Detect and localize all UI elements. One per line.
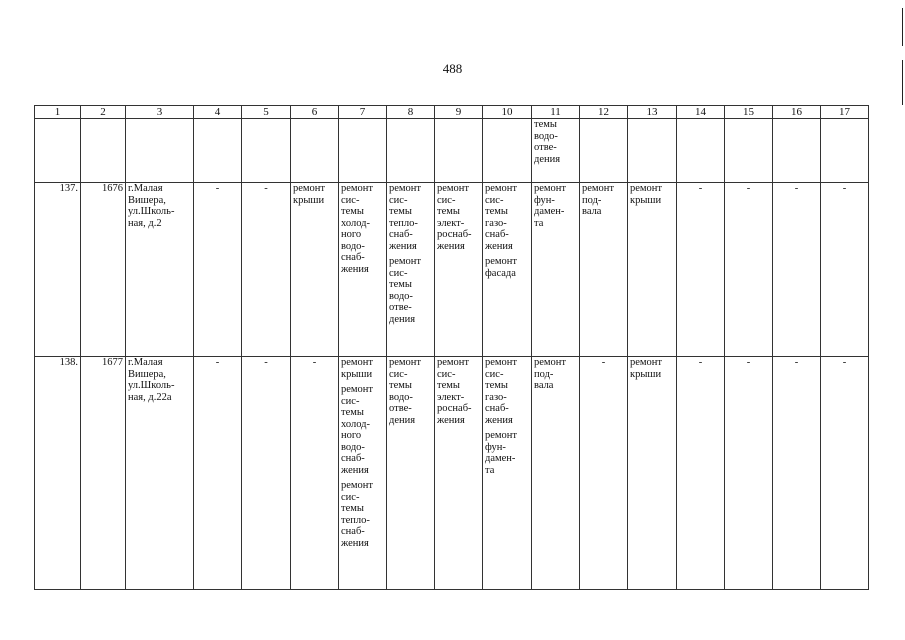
dash-cell: - (194, 357, 242, 590)
dash-cell: - (821, 357, 869, 590)
cell-line: та (534, 217, 544, 229)
cell-line: ного (341, 229, 362, 240)
object-code: 1677 (81, 357, 126, 590)
cell-line: жения (341, 263, 369, 275)
cell-line: темы (341, 206, 364, 217)
table-cell (725, 119, 773, 183)
cell-line: водо- (341, 240, 365, 252)
cell-line: сис- (341, 194, 360, 206)
column-header: 4 (194, 106, 242, 119)
cell-line: сис- (485, 368, 504, 380)
dash-cell: - (773, 357, 821, 590)
cell-line: жения (341, 537, 369, 549)
cell-line: Вишера, (128, 368, 166, 380)
cell-line: вала (534, 380, 554, 391)
table-cell (387, 119, 435, 183)
cell-line: сис- (437, 194, 456, 206)
cell-line: ремонт (389, 357, 422, 368)
cell-line: фун- (485, 441, 506, 453)
work-cell (291, 183, 339, 357)
table-cell (821, 119, 869, 183)
cell-line: ремонт (485, 183, 518, 194)
cell-line: водо- (341, 441, 365, 453)
cell-line: ремонт (582, 183, 615, 194)
cell-line: ул.Школь- (128, 206, 175, 217)
work-entry (341, 480, 384, 549)
table-cell (339, 119, 387, 183)
cell-line: сис- (389, 368, 408, 380)
table-cell (580, 119, 628, 183)
cell-line: Вишера, (128, 194, 166, 206)
cell-line: темы (341, 503, 364, 514)
cell-line: водо- (389, 290, 413, 302)
cell-line: ремонт (341, 480, 374, 491)
cell-line: темы (389, 279, 412, 290)
scan-edge-mark (902, 8, 903, 46)
column-header: 11 (532, 106, 580, 119)
work-cell (387, 183, 435, 357)
work-entry (341, 384, 384, 476)
table-cell (628, 119, 677, 183)
work-cell (435, 183, 483, 357)
work-cell (628, 357, 677, 590)
column-header: 14 (677, 106, 725, 119)
cell-line: газо- (485, 391, 507, 403)
cell-line: ремонт (389, 256, 422, 267)
column-header: 17 (821, 106, 869, 119)
cell-line: ремонт (341, 384, 374, 395)
work-entry (341, 183, 384, 275)
dash-cell: - (677, 357, 725, 590)
work-entry (389, 183, 432, 252)
column-header: 7 (339, 106, 387, 119)
cell-line: г.Малая (128, 183, 163, 194)
row-number: 138. (35, 357, 81, 590)
cell-line: элект- (437, 391, 465, 403)
cell-line: дения (389, 414, 416, 426)
dash-cell: - (291, 357, 339, 590)
cell-line: элект- (437, 217, 465, 229)
cell-line: крыши (630, 194, 662, 206)
dash-cell: - (580, 357, 628, 590)
cell-line: ул.Школь- (128, 380, 175, 391)
cell-line: темы (534, 119, 557, 130)
cell-line: сис- (389, 194, 408, 206)
cell-line: отве- (534, 142, 557, 153)
cell-line: темы (485, 380, 508, 391)
cell-line: крыши (293, 194, 325, 206)
cell-line: ремонт (437, 357, 470, 368)
work-cell (339, 357, 387, 590)
table-cell (532, 119, 580, 183)
table-cell (677, 119, 725, 183)
cell-line: крыши (630, 368, 662, 380)
work-entry (485, 256, 529, 279)
table-cell (435, 119, 483, 183)
cell-line: ная, д.2 (128, 217, 162, 229)
work-entry (437, 183, 480, 252)
dash-cell: - (242, 183, 291, 357)
header-row (35, 106, 869, 119)
row-number: 137. (35, 183, 81, 357)
cell-line: роснаб- (437, 403, 472, 414)
object-code: 1676 (81, 183, 126, 357)
work-cell (532, 183, 580, 357)
cell-line: водо- (534, 130, 558, 142)
table-cell (291, 119, 339, 183)
work-entry (341, 357, 384, 380)
cell-line: сис- (341, 395, 360, 407)
work-cell (532, 357, 580, 590)
cell-line: сис- (485, 194, 504, 206)
work-cell (483, 183, 532, 357)
cell-line: дения (389, 313, 416, 325)
cell-line: ремонт (485, 430, 518, 441)
column-header: 8 (387, 106, 435, 119)
cell-line: ремонт (389, 183, 422, 194)
work-cell (339, 183, 387, 357)
cell-line: ремонт (485, 256, 518, 267)
cell-line: ремонт (630, 183, 663, 194)
table-row (35, 357, 869, 590)
cell-line: темы (437, 206, 460, 217)
dash-cell: - (821, 183, 869, 357)
column-header: 13 (628, 106, 677, 119)
work-cell (580, 183, 628, 357)
cell-line: сис- (341, 491, 360, 503)
cell-line: фасада (485, 267, 516, 279)
cell-line: темы (341, 407, 364, 418)
cell-line: темы (389, 380, 412, 391)
cell-line: ремонт (341, 357, 374, 368)
column-header: 5 (242, 106, 291, 119)
work-cell (387, 357, 435, 590)
cell-line: отве- (389, 403, 412, 414)
column-header: 2 (81, 106, 126, 119)
table-cell (483, 119, 532, 183)
table-cell (126, 119, 194, 183)
work-entry (485, 357, 529, 426)
table-cell (35, 119, 81, 183)
cell-line: дамен- (485, 453, 516, 464)
column-header: 10 (483, 106, 532, 119)
work-entry (437, 357, 480, 426)
cell-line: жения (437, 240, 465, 252)
address-cell (126, 357, 194, 590)
work-entry (389, 357, 432, 426)
column-header: 3 (126, 106, 194, 119)
dash-cell: - (677, 183, 725, 357)
cell-line: жения (485, 240, 513, 252)
cell-line: снаб- (341, 526, 365, 537)
cell-line: крыши (341, 368, 373, 380)
cell-line: ремонт (534, 357, 567, 368)
table-cell (773, 119, 821, 183)
cell-line: снаб- (389, 229, 413, 240)
cell-line: снаб- (485, 403, 509, 414)
table-cell (242, 119, 291, 183)
cell-line: водо- (389, 391, 413, 403)
cell-line: тепло- (389, 217, 418, 229)
cell-line: ремонт (293, 183, 326, 194)
cell-line: дения (534, 153, 561, 165)
work-cell (483, 357, 532, 590)
cell-line: ремонт (630, 357, 663, 368)
work-entry (630, 183, 674, 206)
cell-line: дамен- (534, 206, 565, 217)
work-entry (582, 183, 625, 218)
continuation-row (35, 119, 869, 183)
cell-line: та (485, 464, 495, 476)
cell-line: снаб- (485, 229, 509, 240)
column-header: 1 (35, 106, 81, 119)
work-entry (534, 357, 577, 392)
address-cell (126, 183, 194, 357)
cell-line: под- (534, 368, 554, 380)
cell-line: снаб- (341, 453, 365, 464)
work-cell (435, 357, 483, 590)
cell-line: холод- (341, 217, 370, 229)
work-entry (485, 430, 529, 476)
dash-cell: - (194, 183, 242, 357)
cell-line: снаб- (341, 252, 365, 263)
work-entry (389, 256, 432, 325)
column-header: 12 (580, 106, 628, 119)
work-cell (628, 183, 677, 357)
cell-line: холод- (341, 418, 370, 430)
scan-edge-mark (902, 60, 903, 105)
table-cell (81, 119, 126, 183)
cell-line: сис- (437, 368, 456, 380)
dash-cell: - (725, 357, 773, 590)
work-entry (485, 183, 529, 252)
page-number: 488 (442, 61, 463, 76)
cell-line: тепло- (341, 514, 370, 526)
dash-cell: - (773, 183, 821, 357)
cell-line: темы (485, 206, 508, 217)
table-cell (194, 119, 242, 183)
cell-line: отве- (389, 302, 412, 313)
cell-line: ремонт (534, 183, 567, 194)
cell-line: ремонт (341, 183, 374, 194)
cell-line: ная, д.22а (128, 391, 172, 403)
column-header: 16 (773, 106, 821, 119)
cell-line: газо- (485, 217, 507, 229)
column-header: 15 (725, 106, 773, 119)
cell-line: жения (341, 464, 369, 476)
repair-schedule-table (34, 105, 869, 590)
cell-line: фун- (534, 194, 555, 206)
column-header: 9 (435, 106, 483, 119)
cell-line: темы (437, 380, 460, 391)
cell-line: роснаб- (437, 229, 472, 240)
cell-line: вала (582, 206, 602, 217)
cell-line: жения (389, 240, 417, 252)
dash-cell: - (242, 357, 291, 590)
work-entry (293, 183, 336, 206)
cell-line: темы (389, 206, 412, 217)
cell-line: г.Малая (128, 357, 163, 368)
cell-line: под- (582, 194, 602, 206)
work-entry (534, 183, 577, 229)
cell-line: ремонт (437, 183, 470, 194)
cell-line: ремонт (485, 357, 518, 368)
dash-cell: - (725, 183, 773, 357)
cell-line: жения (437, 414, 465, 426)
column-header: 6 (291, 106, 339, 119)
table-row (35, 183, 869, 357)
cell-line: ного (341, 430, 362, 441)
cell-line: сис- (389, 267, 408, 279)
cell-line: жения (485, 414, 513, 426)
work-entry (630, 357, 674, 380)
